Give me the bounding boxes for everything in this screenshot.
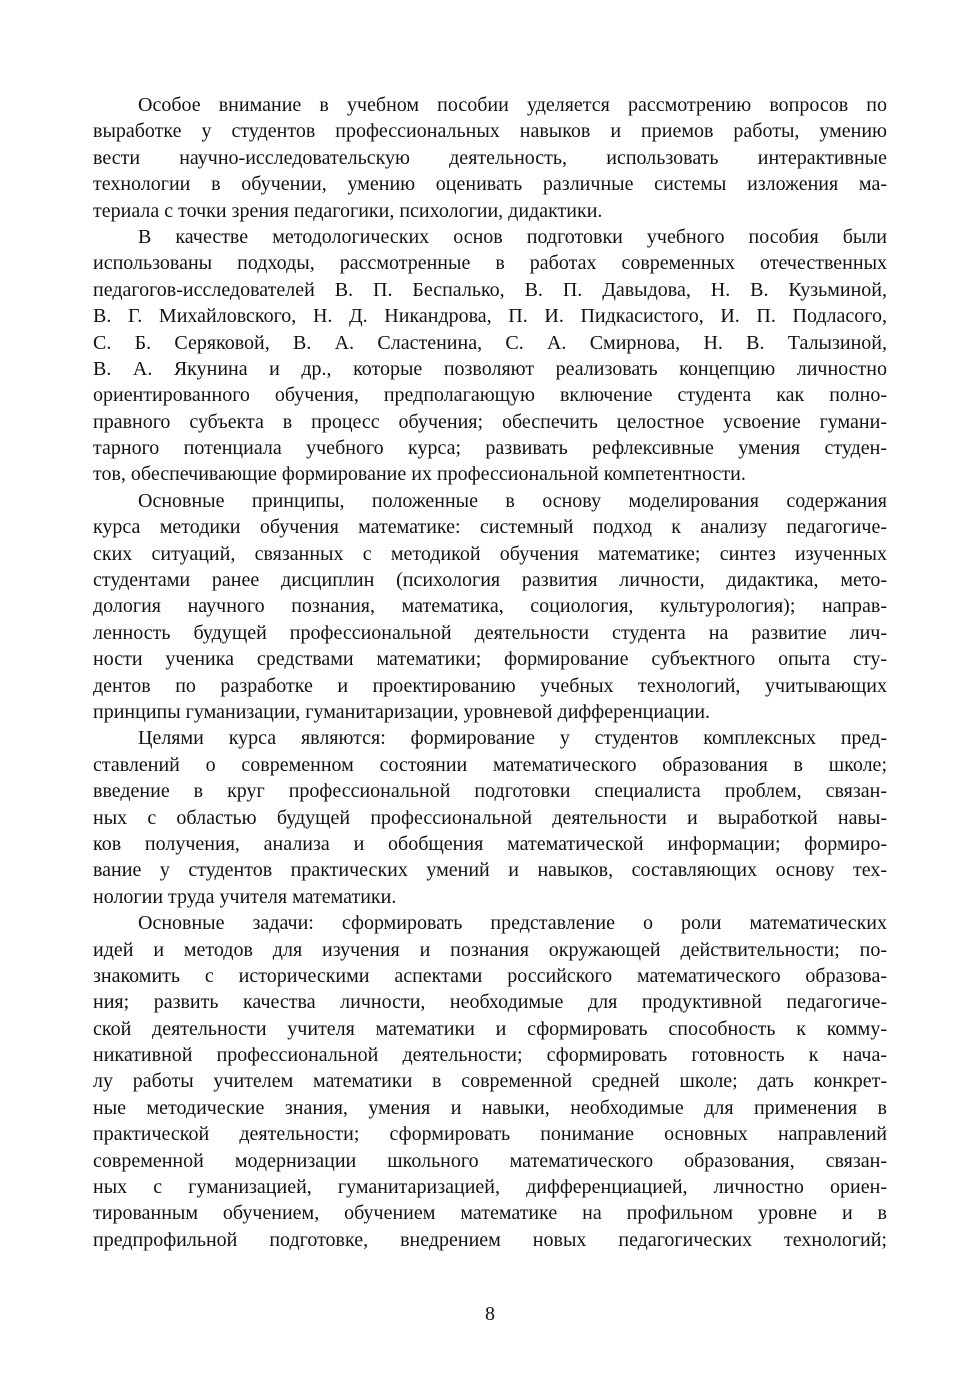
text-line: Основные задачи: сформировать представление о роли математических [138, 912, 887, 935]
text-line: Особое внимание в учебном пособии уделяется рассмотрению вопросов по [138, 94, 887, 116]
text-line: ленность будущей профессиональной деятельности студента на развитие лич- [93, 621, 887, 644]
text-line: принципы гуманизации, гуманитаризации, уровневой дифференциации. [93, 700, 711, 723]
text-line: ности ученика средствами математики; формирование субъектного опыта сту- [93, 648, 887, 671]
text-line: лу работы учителем математики в современной средней школе; дать конкрет- [93, 1070, 887, 1093]
text-line: тированным обучением, обучением математике на профильном уровне и в [93, 1202, 887, 1225]
text-line: нологии труда учителя математики. [93, 885, 397, 908]
page-number: 8 [485, 1303, 495, 1325]
paragraph-3 [93, 488, 887, 726]
text-line: Основные принципы, положенные в основу моделирования содержания [138, 489, 887, 512]
text-line: использованы подходы, рассмотренные в работах современных отечественных [93, 252, 887, 275]
text-line: практической деятельности; сформировать понимание основных направлений [93, 1123, 887, 1146]
text-line: вести научно-исследовательскую деятельность, использовать интерактивные [93, 146, 887, 169]
text-line: В качестве методологических основ подготовки учебного пособия были [138, 225, 887, 248]
text-line: териала с точки зрения педагогики, психологии, дидактики. [93, 199, 603, 222]
text-line: В. А. Якунина и др., которые позволяют реализовать концепцию личностно [93, 357, 887, 380]
text-line: ных с областью будущей профессиональной деятельности и выработкой навы- [93, 806, 887, 829]
text-line: знакомить с историческими аспектами российского математического образова- [93, 964, 887, 987]
text-line: вание у студентов практических умений и навыков, составляющих основу тех- [93, 859, 887, 882]
text-line: В. Г. Михайловского, Н. Д. Никандрова, П. И. Пидкасистого, И. П. Подласого, [93, 305, 887, 328]
text-line: правного субъекта в процесс обучения; обеспечить целостное усвоение гумани- [93, 410, 887, 433]
text-line: ской деятельности учителя математики и сформировать способность к комму- [93, 1017, 887, 1040]
text-line: идей и методов для изучения и познания окружающей действительности; по- [93, 938, 887, 961]
paragraph-5 [93, 910, 887, 1253]
text-line: технологии в обучении, умению оценивать различные системы изложения ма- [93, 173, 887, 196]
text-line: дология научного познания, математика, социология, культурология); направ- [93, 595, 887, 618]
text-line: ставлений о современном состоянии математического образования в школе; [93, 753, 887, 776]
text-line: С. Б. Серяковой, В. А. Сластенина, С. А. Смирнова, Н. В. Талызиной, [93, 331, 887, 354]
text-line: ориентированного обучения, предполагающую включение студента как полно- [93, 384, 887, 407]
text-line: ков получения, анализа и обобщения математической информации; формиро- [93, 832, 887, 855]
text-line: тов, обеспечивающие формирование их профессиональной компетентности. [93, 463, 746, 486]
text-line: ских ситуаций, связанных с методикой обучения математике; синтез изученных [93, 542, 887, 565]
text-line: ных с гуманизацией, гуманитаризацией, дифференциацией, личностно ориен- [93, 1176, 887, 1199]
text-line: введение в круг профессиональной подготовки специалиста проблем, связан- [93, 780, 887, 803]
paragraph-4 [93, 725, 887, 910]
text-line: Целями курса являются: формирование у студентов комплексных пред- [138, 727, 887, 750]
text-line: предпрофильной подготовке, внедрением новых педагогических технологий; [93, 1228, 887, 1251]
paragraph-2 [93, 224, 887, 488]
page-body [93, 92, 887, 1253]
text-line: тарного потенциала учебного курса; развивать рефлексивные умения студен- [93, 437, 887, 460]
text-line: дентов по разработке и проектированию учебных технологий, учитывающих [93, 674, 887, 697]
text-line: студентами ранее дисциплин (психология развития личности, дидактика, мето- [93, 569, 887, 592]
text-line: выработке у студентов профессиональных навыков и приемов работы, умению [93, 120, 887, 143]
text-line: современной модернизации школьного математического образования, связан- [93, 1149, 887, 1172]
text-line: ния; развить качества личности, необходимые для продуктивной педагогиче- [93, 991, 887, 1014]
text-line: никативной профессиональной деятельности; сформировать готовность к нача- [93, 1044, 887, 1067]
paragraph-1 [93, 92, 887, 224]
text-line: ные методические знания, умения и навыки, необходимые для применения в [93, 1096, 887, 1119]
text-line: педагогов-исследователей В. П. Беспалько, В. П. Давыдова, Н. В. Кузьминой, [93, 278, 887, 301]
text-line: курса методики обучения математике: системный подход к анализу педагогиче- [93, 516, 887, 539]
